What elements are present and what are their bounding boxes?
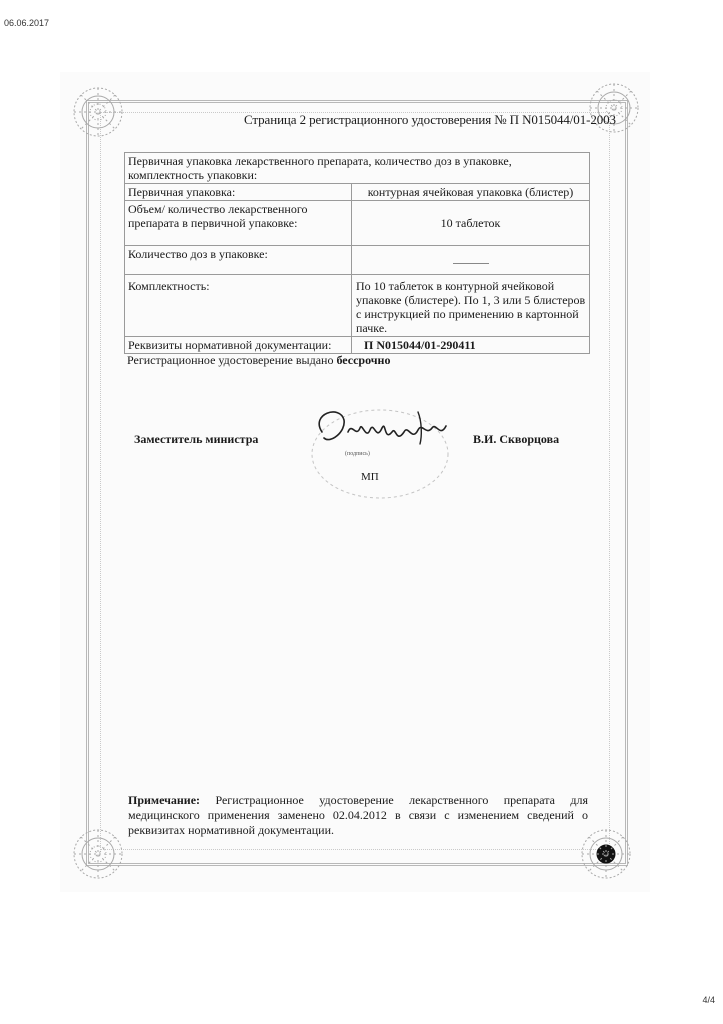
table-row [125,275,590,337]
signatory-name: В.И. Скворцова [473,432,560,446]
signature-caption: (подпись) [345,451,370,457]
row-value: По 10 таблеток в контурной ячейковой упаковке (блистере). По 1, 3 или 5 блистеров с инструкцией по применению в картонной пачке. [352,275,590,337]
table-row [125,246,590,275]
page-number: 4/4 [702,995,715,1005]
note-text: Регистрационное удостоверение лекарственного препарата для медицинского применения заменено 02.04.2012 в связи с изменением сведений о реквизитах нормативной документации. [128,793,588,837]
signatory-position: Заместитель министра [134,432,259,446]
issued-prefix: Регистрационное удостоверение выдано [127,353,334,367]
table-row [125,184,590,201]
row-value: контурная ячейковая упаковка (блистер) [352,184,590,201]
table-row [125,337,590,354]
page-header: Страница 2 регистрационного удостоверения № П N015044/01-2003 [244,112,616,127]
rosette-ornament-icon [70,84,126,140]
print-date: 06.06.2017 [4,18,50,28]
row-label: Первичная упаковка: [125,184,352,201]
issued-term: бессрочно [336,353,391,367]
row-value: 10 таблеток [352,201,590,246]
handwritten-signature [300,392,470,502]
row-label: Количество доз в упаковке: [125,246,352,275]
packaging-table [124,152,590,354]
row-value-empty [352,246,590,275]
note-paragraph [128,793,588,838]
table-row [125,153,590,184]
norm-docs-value: П N015044/01-290411 [352,337,590,354]
row-label: Объем/ количество лекарственного препарата в первичной упаковке: [125,201,352,246]
empty-value-dash [453,263,489,264]
note-label: Примечание: [128,793,201,807]
rosette-ornament-icon [70,826,126,882]
table-row [125,201,590,246]
row-label: Комплектность: [125,275,352,337]
issued-line [127,353,390,368]
norm-docs-label: Реквизиты нормативной документации: [125,337,352,354]
seal-mark: МП [361,471,379,483]
table-caption: Первичная упаковка лекарственного препарата, количество доз в упаковке, комплектность упаковки: [125,153,590,184]
